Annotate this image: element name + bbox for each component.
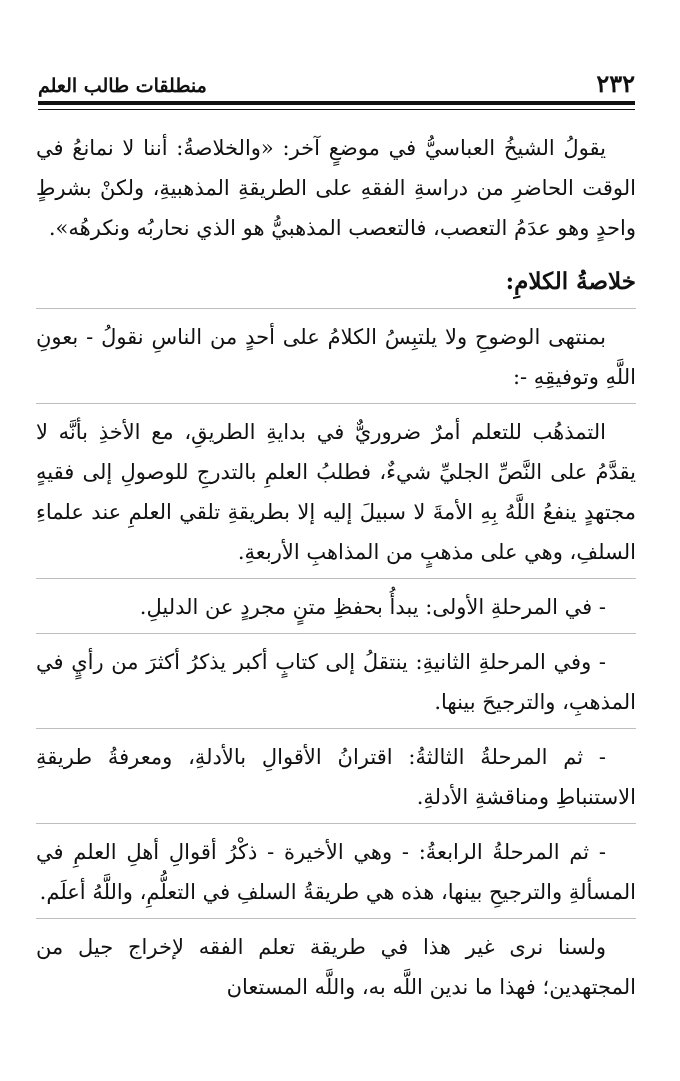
section-divider bbox=[36, 633, 636, 634]
section-heading: خلاصةُ الكلامِ: bbox=[505, 268, 636, 295]
page-number: ٢٣٢ bbox=[596, 69, 635, 98]
running-title: منطلقات طالب العلم bbox=[38, 75, 207, 97]
quote-paragraph: يقولُ الشيخُ العباسيُّ في موضعٍ آخر: «والخلاصةُ: أننا لا نمانعُ في الوقت الحاضرِ من دراسةِ الفقهِ على الطريقةِ المذهبيةِ، ولكنْ بشرطٍ واحدٍ وهو عدَمُ التعصب، فالتعصب المذهبيُّ هو الذي نحاربُه ونكرهُه». bbox=[36, 136, 636, 240]
stage-item: - وفي المرحلةِ الثانيةِ: ينتقلُ إلى كتابٍ أكبر يذكرُ أكثرَ من رأيٍ في المذهبِ، والترجيحَ بينها. bbox=[36, 650, 636, 714]
header-rule-thin bbox=[38, 109, 635, 110]
intro-paragraph: بمنتهى الوضوحِ ولا يلتبِسُ الكلامُ على أحدٍ من الناسِ نقولُ - بعونِ اللَّهِ وتوفيقِهِ -: bbox=[36, 325, 636, 389]
main-paragraph: التمذهُب للتعلم أمرٌ ضروريٌّ في بدايةِ الطريقِ، مع الأخذِ بأنَّه لا يقدَّمُ على النَّصِّ الجليِّ شيءٌ، فطلبُ العلمِ بالتدرجِ للوصولِ إلى فقيهٍ مجتهدٍ ينفعُ اللَّهُ بِهِ الأمةَ لا سبيلَ إليه إلا بطريقةِ تلقي العلمِ عند علماءِ السلفِ، وهي على مذهبٍ من المذاهبِ الأربعةِ. bbox=[36, 420, 636, 564]
section-divider bbox=[36, 308, 636, 309]
header-rule-thick bbox=[38, 101, 635, 105]
section-divider bbox=[36, 728, 636, 729]
section-divider bbox=[36, 918, 636, 919]
stage-item: - ثم المرحلةُ الثالثةُ: اقترانُ الأقوالِ بالأدلةِ، ومعرفةُ طريقةِ الاستنباطِ ومناقشةِ الأدلةِ. bbox=[36, 745, 636, 809]
section-divider bbox=[36, 403, 636, 404]
section-divider bbox=[36, 578, 636, 579]
stage-item: - ثم المرحلةُ الرابعةُ: - وهي الأخيرة - ذكْرُ أقوالِ أهلِ العلمِ في المسألةِ والترجيحِ بينها، هذه هي طريقةُ السلفِ في التعلُّمِ، واللَّهُ أعلَم. bbox=[36, 840, 636, 904]
stage-item: - في المرحلةِ الأولى: يبدأُ بحفظِ متنٍ مجردٍ عن الدليلِ. bbox=[139, 595, 606, 619]
section-divider bbox=[36, 823, 636, 824]
closing-paragraph: ولسنا نرى غير هذا في طريقة تعلم الفقه لإخراج جيل من المجتهدين؛ فهذا ما ندين اللَّه به، واللَّه المستعان bbox=[36, 935, 636, 999]
page-header bbox=[38, 56, 635, 96]
page-body bbox=[36, 128, 636, 1007]
